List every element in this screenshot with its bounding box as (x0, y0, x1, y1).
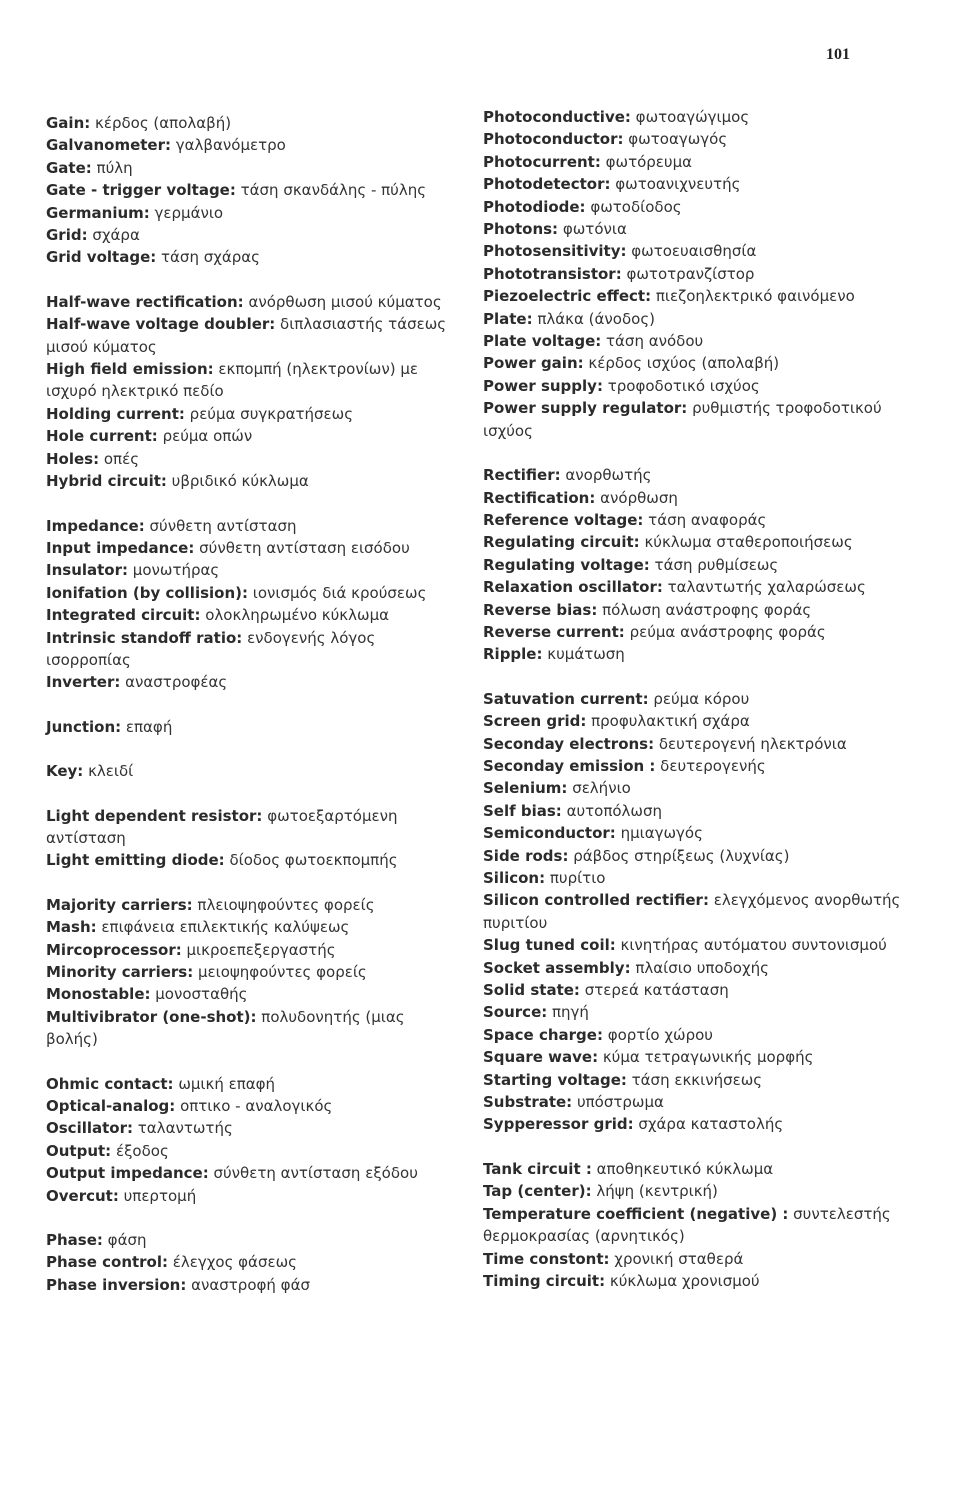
left-column (46, 112, 458, 1296)
entry-definition: χρονική σταθερά (609, 1249, 744, 1268)
group-spacer (46, 1207, 458, 1229)
entry-definition: ρεύμα οπών (157, 427, 253, 446)
entry-definition: ράβδος στηρίξεως (λυχνίας) (568, 846, 790, 865)
entry-definition: τάση ανόδου (601, 332, 704, 351)
group-spacer (46, 872, 458, 894)
glossary-entry (483, 1158, 903, 1180)
entry-definition: αναστροφέας (120, 673, 228, 692)
glossary-entry (483, 1091, 903, 1113)
entry-term: Rectifier: (483, 466, 561, 485)
entry-definition: επιφάνεια επιλεκτικής καλύψεως (96, 918, 350, 937)
entry-term: Junction: (46, 717, 122, 736)
entry-definition: δίοδος φωτοεκπομπής (224, 851, 398, 870)
glossary-entry (483, 352, 903, 374)
entry-term: Temperature coefficient (negative) : (483, 1204, 789, 1223)
entry-term: Photosensitivity: (483, 242, 627, 261)
entry-term: Slug tuned coil: (483, 936, 616, 955)
entry-term: Seconday electrons: (483, 734, 655, 753)
entry-definition: σύνθετη αντίσταση (144, 516, 297, 535)
entry-definition: τάση ρυθμίσεως (649, 555, 779, 574)
entry-definition: προφυλακτική σχάρα (586, 712, 750, 731)
glossary-entry (46, 983, 458, 1005)
glossary-entry (483, 979, 903, 1001)
entry-term: Substrate: (483, 1093, 573, 1112)
entry-definition: φάση (102, 1231, 147, 1250)
entry-term: Ohmic contact: (46, 1074, 174, 1093)
entry-term: Light dependent resistor: (46, 806, 263, 825)
entry-definition: πυρίτιο (545, 869, 606, 887)
entry-term: Screen grid: (483, 712, 587, 731)
glossary-entry (46, 134, 458, 156)
entry-term: Plate voltage: (483, 332, 602, 351)
entry-term: Plate: (483, 309, 533, 328)
glossary-entry (46, 849, 458, 871)
entry-definition: συντελεστής θερμοκρασίας (αρνητικός) (483, 1204, 891, 1246)
entry-term: Power supply: (483, 376, 603, 395)
entry-definition: πηγή (547, 1003, 589, 1022)
entry-term: Satuvation current: (483, 689, 649, 708)
entry-definition: κύκλωμα σταθεροποιήσεως (639, 533, 853, 552)
entry-term: Intrinsic standoff ratio: (46, 628, 243, 647)
entry-definition: τροφοδοτικό ισχύος (602, 376, 760, 395)
group-spacer (46, 738, 458, 760)
entry-definition: λήψη (κεντρική) (591, 1182, 718, 1201)
glossary-entry (483, 688, 903, 710)
glossary-entry (46, 1162, 458, 1184)
entry-term: Phase control: (46, 1253, 169, 1272)
glossary-entry (46, 470, 458, 492)
glossary-entry (46, 425, 458, 447)
entry-definition: αυτοπόλωση (561, 801, 662, 820)
entry-definition: υπερτομή (118, 1186, 197, 1205)
entry-term: Reverse bias: (483, 600, 598, 619)
glossary-entry (483, 240, 903, 262)
entry-term: Hole current: (46, 427, 158, 446)
glossary-entry (46, 112, 458, 134)
entry-definition: σελήνιο (567, 779, 631, 798)
entry-term: Majority carriers: (46, 895, 193, 914)
glossary-entry (46, 760, 458, 782)
entry-term: Mircoprocessor: (46, 940, 182, 959)
glossary-entry (483, 576, 903, 598)
entry-term: Reverse current: (483, 622, 625, 641)
entry-term: Output impedance: (46, 1164, 209, 1183)
entry-term: Side rods: (483, 846, 569, 865)
entry-term: Grid: (46, 226, 88, 245)
glossary-entry (46, 582, 458, 604)
entry-term: Overcut: (46, 1186, 119, 1205)
entry-definition: ανόρθωση μισού κύματος (243, 292, 442, 311)
entry-term: Rectification: (483, 488, 596, 507)
entry-term: Space charge: (483, 1025, 603, 1044)
glossary-entry (46, 1073, 458, 1095)
group-spacer (46, 1051, 458, 1073)
entry-definition: κυμάτωση (542, 645, 625, 664)
entry-definition: τάση σκανδάλης - πύλης (235, 181, 427, 200)
entry-definition: μειοψηφούντες φορείς (193, 963, 367, 981)
entry-term: Gain: (46, 114, 91, 132)
entry-definition: ελεγχόμενος ανορθωτής πυριτίου (483, 891, 901, 932)
entry-definition: κινητήρας αυτόματου συντονισμού (615, 936, 887, 955)
glossary-entry (46, 403, 458, 425)
entry-term: Source: (483, 1003, 548, 1022)
entry-term: Grid voltage: (46, 248, 157, 267)
entry-term: Socket assembly: (483, 958, 631, 977)
glossary-entry (483, 1046, 903, 1068)
group-spacer (483, 442, 903, 464)
glossary-entry (483, 509, 903, 531)
glossary-entry (483, 218, 903, 240)
glossary-entry (483, 957, 903, 979)
entry-term: Holes: (46, 449, 100, 468)
entry-definition: εκπομπή (ηλεκτρονίων) με ισχυρό ηλεκτρικό πεδίο (46, 360, 419, 401)
glossary-entry (46, 604, 458, 626)
entry-definition: υβριδικό κύκλωμα (166, 472, 309, 491)
glossary-entry (46, 916, 458, 938)
entry-definition: οπές (99, 449, 139, 468)
entry-term: Seconday emission : (483, 756, 656, 775)
entry-definition: έξοδος (111, 1141, 169, 1160)
glossary-entry (483, 710, 903, 732)
glossary-entry (483, 733, 903, 755)
glossary-entry (483, 285, 903, 307)
entry-term: Semiconductor: (483, 824, 616, 843)
entry-term: Key: (46, 762, 84, 781)
entry-definition: κλειδί (83, 762, 134, 781)
entry-term: Phase: (46, 1231, 103, 1250)
entry-definition: κέρδος ισχύος (απολαβή) (583, 354, 780, 373)
glossary-entry (483, 173, 903, 195)
entry-definition: κύμα τετραγωνικής μορφής (598, 1048, 814, 1067)
entry-term: Selenium: (483, 779, 568, 798)
entry-definition: ρεύμα ανάστροφης φοράς (624, 622, 826, 641)
entry-definition: έλεγχος φάσεως (168, 1253, 297, 1272)
entry-term: Integrated circuit: (46, 606, 201, 625)
entry-definition: πιεζοηλεκτρικό φαινόμενο (651, 287, 855, 306)
entry-definition: πλάκα (άνοδος) (532, 309, 655, 328)
glossary-entry (483, 1248, 903, 1270)
entry-term: Output: (46, 1141, 112, 1160)
entry-term: Hybrid circuit: (46, 472, 167, 491)
entry-definition: κέρδος (απολαβή) (90, 114, 232, 132)
glossary-entry (483, 263, 903, 285)
glossary-entry (483, 330, 903, 352)
group-spacer (483, 1136, 903, 1158)
entry-term: Photoconductive: (483, 108, 631, 126)
entry-definition: φορτίο χώρου (602, 1025, 713, 1044)
entry-definition: τάση αναφοράς (643, 510, 767, 529)
entry-term: Tank circuit : (483, 1159, 592, 1178)
group-spacer (46, 694, 458, 716)
entry-definition: φωτοδίοδος (585, 197, 682, 216)
glossary-entry (46, 358, 458, 403)
entry-definition: πύλη (91, 158, 133, 177)
entry-definition: σύνθετη αντίσταση εισόδου (194, 538, 410, 557)
entry-term: Self bias: (483, 801, 562, 820)
glossary-entry (483, 554, 903, 576)
glossary-entry (483, 487, 903, 509)
entry-term: Tap (center): (483, 1182, 592, 1201)
entry-definition: ρυθμιστής τροφοδοτικού ισχύος (483, 399, 882, 440)
entry-definition: μονωτήρας (128, 561, 220, 580)
glossary-entry (46, 515, 458, 537)
glossary-entry (483, 196, 903, 218)
entry-definition: ρεύμα συγκρατήσεως (184, 404, 354, 423)
right-column (483, 106, 903, 1292)
glossary-entry (46, 179, 458, 201)
glossary-entry (46, 939, 458, 961)
entry-definition: αποθηκευτικό κύκλωμα (591, 1159, 774, 1178)
entry-term: Germanium: (46, 203, 150, 222)
entry-definition: πόλωση ανάστροφης φοράς (597, 600, 812, 619)
entry-term: Photodetector: (483, 175, 611, 194)
entry-definition: ταλαντωτής (133, 1119, 233, 1138)
entry-definition: υπόστρωμα (572, 1093, 664, 1112)
glossary-entry (483, 106, 903, 128)
glossary-entry (483, 845, 903, 867)
glossary-entry (46, 1117, 458, 1139)
entry-term: Square wave: (483, 1048, 599, 1067)
glossary-entry (46, 313, 458, 358)
entry-definition: φωτοευαισθησία (626, 242, 757, 261)
entry-term: Ripple: (483, 645, 543, 664)
entry-definition: ανορθωτής (560, 466, 652, 485)
glossary-entry (483, 397, 903, 442)
glossary-entry (483, 308, 903, 330)
glossary-entry (46, 1006, 458, 1051)
entry-term: Reference voltage: (483, 510, 644, 529)
entry-term: Monostable: (46, 985, 151, 1004)
group-spacer (46, 269, 458, 291)
glossary-entry (46, 1251, 458, 1273)
entry-definition: πλαίσιο υποδοχής (630, 958, 769, 977)
entry-definition: τάση εκκινήσεως (626, 1070, 763, 1089)
entry-term: Time constont: (483, 1249, 610, 1268)
entry-definition: δευτερογενής (655, 756, 766, 775)
glossary-entry (46, 1140, 458, 1162)
entry-term: Regulating voltage: (483, 555, 650, 574)
glossary-entry (483, 889, 903, 934)
entry-definition: φωτόρευμα (600, 152, 693, 171)
entry-term: Regulating circuit: (483, 533, 640, 552)
glossary-entry (483, 867, 903, 889)
glossary-entry (483, 151, 903, 173)
entry-term: Gate: (46, 158, 92, 177)
glossary-entry (483, 1203, 903, 1248)
entry-definition: ανόρθωση (595, 488, 678, 507)
glossary-entry (483, 1113, 903, 1135)
group-spacer (46, 493, 458, 515)
entry-definition: γερμάνιο (149, 203, 224, 222)
entry-term: Phase inversion: (46, 1275, 187, 1294)
glossary-entry (46, 291, 458, 313)
entry-definition: ημιαγωγός (615, 824, 703, 843)
glossary-entry (46, 671, 458, 693)
entry-definition: ιονισμός διά κρούσεως (248, 583, 427, 602)
entry-definition: μονοσταθής (150, 985, 248, 1004)
entry-definition: επαφή (121, 717, 173, 736)
entry-definition: οπτικο - αναλογικός (175, 1097, 333, 1116)
entry-term: Light emitting diode: (46, 851, 225, 870)
entry-definition: ωμική επαφή (173, 1074, 276, 1093)
entry-definition: μικροεπεξεργαστής (181, 940, 336, 959)
glossary-entry (483, 1270, 903, 1292)
glossary-entry (483, 1069, 903, 1091)
entry-definition: φωτοεξαρτόμενη αντίσταση (46, 806, 398, 847)
entry-term: Multivibrator (one-shot): (46, 1007, 257, 1026)
entry-definition: φωτοαγωγός (623, 130, 728, 149)
entry-term: Relaxation oscillator: (483, 578, 663, 597)
entry-term: Inverter: (46, 673, 121, 692)
glossary-entry (46, 202, 458, 224)
entry-definition: γαλβανόμετρο (171, 136, 286, 155)
glossary-entry (46, 961, 458, 983)
glossary-entry (483, 1024, 903, 1046)
entry-definition: πολυδονητής (μιας βολής) (46, 1007, 405, 1049)
entry-term: Photons: (483, 220, 559, 239)
entry-term: Input impedance: (46, 538, 195, 557)
glossary-entry (483, 1001, 903, 1023)
entry-term: Photodiode: (483, 197, 586, 216)
glossary-entry (46, 559, 458, 581)
entry-term: Photocurrent: (483, 152, 601, 171)
entry-term: Half-wave rectification: (46, 292, 244, 311)
entry-term: Sypperessor grid: (483, 1115, 634, 1134)
glossary-entry (483, 643, 903, 665)
entry-term: Insulator: (46, 561, 129, 580)
entry-term: Gate - trigger voltage: (46, 181, 236, 200)
entry-term: Power supply regulator: (483, 399, 688, 418)
glossary-entry (483, 934, 903, 956)
entry-term: Piezoelectric effect: (483, 287, 652, 306)
entry-term: Solid state: (483, 981, 580, 1000)
glossary-entry (483, 1180, 903, 1202)
entry-term: Silicon controlled rectifier: (483, 891, 709, 910)
entry-term: Holding current: (46, 404, 185, 423)
entry-term: Phototransistor: (483, 264, 622, 283)
glossary-entry (483, 599, 903, 621)
group-spacer (46, 783, 458, 805)
entry-term: Ionifation (by collision): (46, 583, 248, 602)
entry-definition: φωτόνια (558, 220, 627, 239)
entry-definition: φωτοτρανζίστορ (621, 264, 755, 283)
glossary-entry (483, 128, 903, 150)
entry-term: Minority carriers: (46, 963, 194, 981)
glossary-entry (46, 894, 458, 916)
entry-term: Power gain: (483, 354, 584, 373)
glossary-entry (46, 716, 458, 738)
entry-definition: σχάρα (87, 226, 140, 245)
glossary-entry (483, 777, 903, 799)
glossary-entry (46, 157, 458, 179)
glossary-entry (46, 805, 458, 850)
entry-definition: πλειοψηφούντες φορείς (192, 895, 375, 914)
entry-term: Impedance: (46, 516, 145, 535)
entry-definition: δευτερογενή ηλεκτρόνια (654, 734, 847, 753)
entry-term: Starting voltage: (483, 1070, 627, 1089)
glossary-entry (483, 621, 903, 643)
glossary-entry (483, 531, 903, 553)
glossary-entry (46, 1185, 458, 1207)
entry-term: Timing circuit: (483, 1271, 606, 1290)
entry-term: Half-wave voltage doubler: (46, 315, 276, 334)
entry-definition: φωτοανιχνευτής (610, 175, 741, 194)
entry-definition: ενδογενής λόγος ισορροπίας (46, 628, 376, 669)
glossary-entry (483, 800, 903, 822)
group-spacer (483, 666, 903, 688)
entry-definition: ταλαντωτής χαλαρώσεως (662, 578, 866, 597)
glossary-entry (46, 448, 458, 470)
entry-definition: ολοκληρωμένο κύκλωμα (200, 606, 389, 625)
entry-definition: ρεύμα κόρου (648, 689, 750, 708)
entry-definition: διπλασιαστής τάσεως μισού κύματος (46, 315, 447, 356)
entry-definition: κύκλωμα χρονισμού (605, 1271, 760, 1290)
glossary-entry (46, 1274, 458, 1296)
glossary-entry (46, 1095, 458, 1117)
glossary-entry (46, 627, 458, 672)
entry-term: Silicon: (483, 869, 546, 887)
entry-term: Mash: (46, 918, 97, 937)
entry-definition: σχάρα καταστολής (633, 1115, 784, 1134)
entry-term: Optical-analog: (46, 1097, 176, 1116)
page-number: 101 (826, 46, 850, 63)
glossary-entry (46, 246, 458, 268)
entry-term: Photoconductor: (483, 130, 624, 149)
entry-term: Oscillator: (46, 1119, 133, 1138)
glossary-entry (46, 1229, 458, 1251)
entry-definition: τάση σχάρας (156, 248, 260, 267)
glossary-entry (483, 464, 903, 486)
entry-term: High field emission: (46, 360, 214, 379)
entry-definition: στερεά κατάσταση (579, 981, 729, 1000)
glossary-entry (483, 375, 903, 397)
glossary-entry (46, 537, 458, 559)
entry-definition: αναστροφή φάσ (186, 1275, 310, 1294)
glossary-entry (483, 755, 903, 777)
entry-definition: σύνθετη αντίσταση εξόδου (208, 1164, 418, 1183)
glossary-entry (46, 224, 458, 246)
glossary-entry (483, 822, 903, 844)
entry-definition: φωτοαγώγιμος (630, 108, 750, 126)
entry-term: Galvanometer: (46, 136, 172, 155)
